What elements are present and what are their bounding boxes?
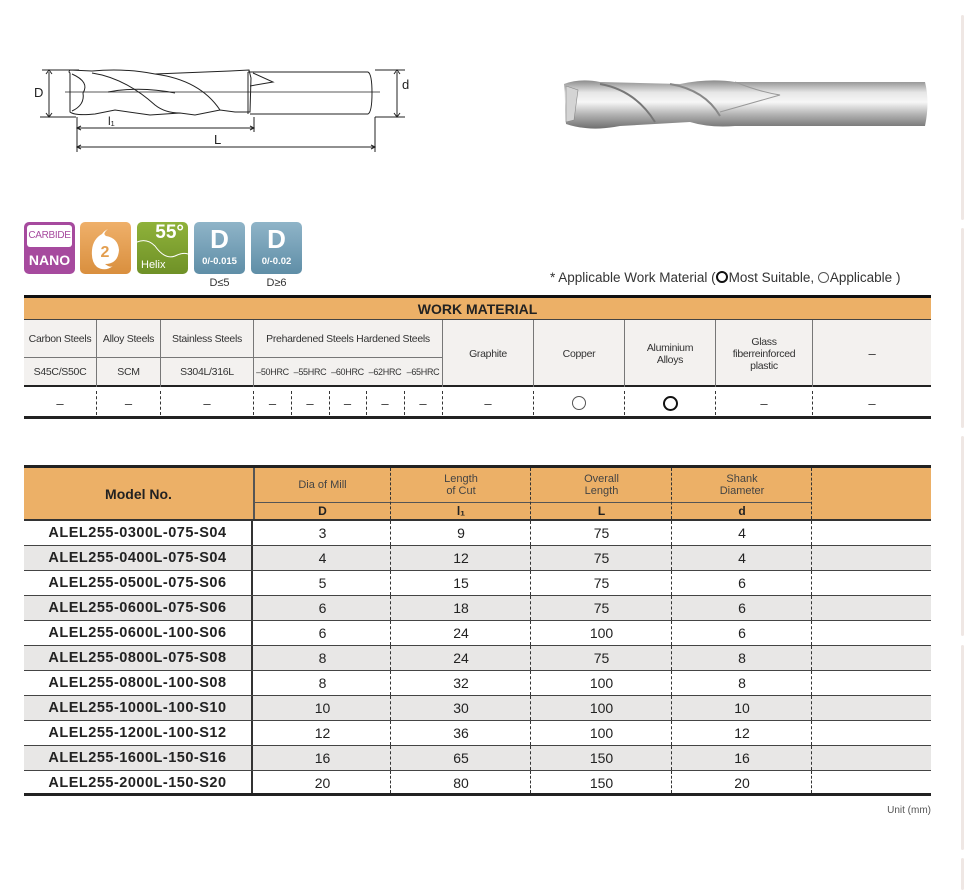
shank-diameter-cell: 10 [734,700,750,716]
divider [530,721,531,745]
divider [530,596,531,620]
column-header-dia: Dia of Mill [298,479,347,491]
divider [530,621,531,645]
divider [671,596,672,620]
shank-diameter-cell: 8 [738,675,746,691]
divider [530,746,531,770]
flute-count-badge [80,222,131,274]
carbide-label: CARBIDE [27,225,72,247]
divider [671,771,672,793]
dia-of-mill-cell: 6 [318,600,327,616]
table-row [24,721,931,746]
divider [530,646,531,670]
flute-count: 2 [100,244,110,261]
material-carbon-steels: Carbon Steels [28,332,92,345]
divider [533,320,534,387]
divider [530,521,531,545]
length-of-cut-cell: 36 [453,725,469,741]
divider [442,391,443,415]
applicable-icon [572,396,586,410]
column-symbol-cut-length: l₁ [456,504,466,518]
divider [390,646,391,670]
suitability-value: – [56,395,64,411]
work-material-title: WORK MATERIAL [24,298,931,320]
divider [390,521,391,545]
divider [624,391,625,415]
tolerance-value: 0/-0.02 [261,256,292,267]
divider [715,391,716,415]
model-number-cell: ALEL255-0800L-075-S08 [24,646,253,670]
divider [390,546,391,570]
length-of-cut-cell: 9 [457,525,465,541]
material-copper: Copper [562,347,596,360]
work-material-legend [550,270,900,285]
divider [811,696,812,720]
dimension-label-cut-length: l₁ [108,114,115,128]
divider [390,746,391,770]
divider [811,671,812,695]
material-stainless-steels: Stainless Steels [172,332,242,345]
divider [390,721,391,745]
dia-of-mill-cell: 10 [314,700,331,716]
divider [530,546,531,570]
table-row [24,696,931,721]
dia-of-mill-cell: 20 [314,775,331,791]
overall-length-cell: 75 [593,600,610,616]
dimension-label-dia: D [34,85,44,100]
suitability-copper [534,387,624,419]
unit-note: Unit (mm) [887,805,931,816]
suitability-value: – [381,395,389,411]
divider [390,621,391,645]
tolerance-symbol: D [267,224,286,254]
divider [530,571,531,595]
column-symbol-shank-diameter: d [738,504,746,518]
table-row [24,746,931,771]
helix-label: Helix [141,259,166,271]
divider [253,391,254,415]
end-mill-photo [560,72,932,134]
divider [671,571,672,595]
end-mill-dimension-drawing [30,60,420,160]
dia-of-mill-cell: 6 [318,625,327,641]
tolerance-condition: D≤5 [209,277,230,289]
overall-length-cell: 75 [593,650,610,666]
suitability-aluminium [625,387,715,419]
material-carbon-steels-grade: S45C/S50C [33,366,87,378]
divider [329,391,330,415]
material-alloy-steels-grade: SCM [117,366,140,378]
overall-length-cell: 100 [589,700,614,716]
length-of-cut-cell: 12 [453,550,469,566]
work-material-suitability-row [24,387,931,419]
divider [96,320,97,387]
divider [390,671,391,695]
model-number-cell: ALEL255-0400L-075-S04 [24,546,253,570]
model-number-cell: ALEL255-1600L-150-S16 [24,746,253,770]
dia-of-mill-cell: 8 [318,675,327,691]
nano-label: NANO [28,252,71,268]
divider [671,546,672,570]
dia-of-mill-cell: 3 [318,525,327,541]
divider [366,391,367,415]
divider [24,357,442,358]
suitability-value: – [868,395,876,411]
divider [255,502,812,503]
divider [390,696,391,720]
column-symbol-overall-length: L [597,504,606,518]
shank-diameter-cell: 8 [738,650,746,666]
work-material-header [24,320,931,387]
hrc-50: –50HRC [256,367,289,377]
hrc-60: –60HRC [331,367,364,377]
overall-length-cell: 150 [589,750,614,766]
overall-length-cell: 75 [593,525,610,541]
most-suitable-icon [716,271,728,283]
suitability-value: – [268,395,277,411]
divider [811,721,812,745]
column-header-overall-length: Overall Length [584,473,619,497]
column-symbol-dia: D [318,504,327,518]
length-of-cut-cell: 18 [453,600,469,616]
divider [442,320,443,387]
tolerance-badge [194,222,245,274]
column-header-shank-diameter: Shank Diameter [719,473,765,497]
divider [671,671,672,695]
material-alloy-steels: Alloy Steels [102,332,155,345]
legend-suffix: ) [895,270,901,285]
divider [291,391,292,415]
tolerance-value: 0/-0.015 [202,256,237,267]
divider [253,320,254,387]
table-row [24,671,931,696]
divider [811,521,812,545]
shank-diameter-cell: 12 [734,725,750,741]
divider [671,521,672,545]
hrc-65: –65HRC [406,367,440,377]
model-number-cell: ALEL255-2000L-150-S20 [24,771,253,793]
divider [624,320,625,387]
divider [671,646,672,670]
divider [390,771,391,793]
dia-of-mill-cell: 8 [318,650,327,666]
shank-diameter-cell: 4 [738,550,746,566]
carbide-nano-badge [24,222,75,274]
length-of-cut-cell: 80 [453,775,469,791]
shank-diameter-cell: 6 [738,600,746,616]
table-row [24,646,931,671]
model-number-cell: ALEL255-0800L-100-S08 [24,671,253,695]
legend-prefix: * Applicable Work Material ( [550,270,716,285]
model-number-cell: ALEL255-1200L-100-S12 [24,721,253,745]
material-gfrp: Glass fiberreinforced plastic [732,335,796,372]
divider [811,746,812,770]
spec-table-header [24,468,931,521]
divider [160,391,161,415]
divider [671,621,672,645]
suitability-value: – [419,395,427,411]
shank-diameter-cell: 20 [734,775,750,791]
overall-length-cell: 100 [589,725,614,741]
suitability-value: – [760,395,768,411]
work-material-table [24,295,931,419]
table-row [24,571,931,596]
hrc-55: –55HRC [293,367,327,377]
table-row [24,596,931,621]
model-number-cell: ALEL255-1000L-100-S10 [24,696,253,720]
divider [811,646,812,670]
suitability-value: – [306,395,314,411]
divider [530,671,531,695]
length-of-cut-cell: 65 [453,750,469,766]
material-other: – [868,345,876,361]
divider [811,596,812,620]
divider [812,391,813,415]
model-number-cell: ALEL255-0500L-075-S06 [24,571,253,595]
divider [715,320,716,387]
model-number-cell: ALEL255-0600L-075-S06 [24,596,253,620]
tolerance-badge [251,222,302,274]
table-row [24,546,931,571]
length-of-cut-cell: 24 [453,650,469,666]
length-of-cut-cell: 15 [453,575,469,591]
model-number-cell: ALEL255-0600L-100-S06 [24,621,253,645]
tolerance-condition: D≥6 [266,277,287,289]
divider [390,571,391,595]
material-stainless-steels-grade: S304L/316L [180,366,234,378]
divider [811,771,812,793]
material-aluminium-alloys: Aluminium Alloys [646,341,694,366]
dimension-label-overall-length: L [214,132,222,147]
column-header-cut-length: Length of Cut [444,473,478,497]
divider [530,468,531,519]
overall-length-cell: 100 [589,675,614,691]
dia-of-mill-cell: 5 [318,575,327,591]
suitability-value: – [484,395,492,411]
overall-length-cell: 100 [589,625,614,641]
shank-diameter-cell: 4 [738,525,746,541]
divider [530,771,531,793]
divider [96,391,97,415]
divider [671,468,672,519]
material-graphite: Graphite [469,347,507,360]
divider [811,571,812,595]
length-of-cut-cell: 32 [453,675,469,691]
divider [533,391,534,415]
divider [671,696,672,720]
tolerance-symbol: D [210,224,229,254]
dia-of-mill-cell: 16 [314,750,331,766]
length-of-cut-cell: 30 [453,700,469,716]
divider [812,320,813,387]
overall-length-cell: 75 [593,550,610,566]
most-suitable-icon [663,396,678,411]
shank-diameter-cell: 16 [734,750,750,766]
material-hardened-steels: Prehardened Steels Hardened Steels [266,332,430,345]
spec-table-body [24,521,931,796]
shank-diameter-cell: 6 [738,625,746,641]
suitability-value: – [124,395,133,411]
specification-table [24,465,931,796]
divider [811,468,812,519]
length-of-cut-cell: 24 [453,625,469,641]
divider [390,468,391,519]
legend-applicable: Applicable [829,270,893,285]
divider [671,721,672,745]
applicable-icon [818,272,829,283]
flute-swirl-icon [80,222,131,274]
overall-length-cell: 75 [593,575,610,591]
overall-length-cell: 150 [589,775,614,791]
model-number-header: Model No. [105,485,172,502]
suitability-value: – [203,395,211,411]
divider [811,621,812,645]
hrc-62: –62HRC [368,367,402,377]
divider [811,546,812,570]
shank-diameter-cell: 6 [738,575,746,591]
table-row [24,771,931,796]
table-row [24,521,931,546]
dia-of-mill-cell: 12 [314,725,331,741]
divider [404,391,405,415]
dia-of-mill-cell: 4 [318,550,327,566]
divider [390,596,391,620]
helix-angle: 55° [155,222,184,243]
divider [160,320,161,387]
model-number-cell: ALEL255-0300L-075-S04 [24,521,253,545]
dimension-label-shank: d [402,77,410,92]
helix-angle-badge [137,222,188,274]
divider [530,696,531,720]
legend-most-suitable: Most Suitable, [728,270,815,285]
suitability-value: – [343,395,352,411]
table-row [24,621,931,646]
divider [671,746,672,770]
